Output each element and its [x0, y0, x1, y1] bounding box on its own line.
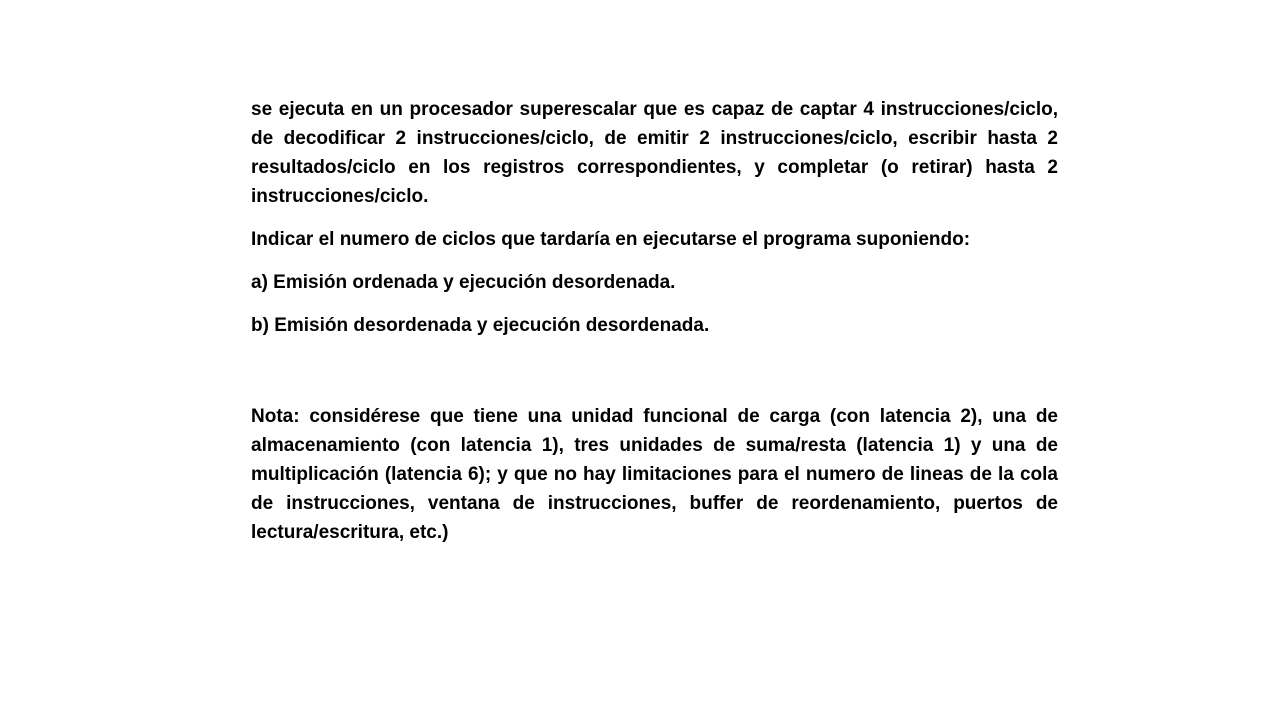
option-a-paragraph: a) Emisión ordenada y ejecución desordenada.: [251, 272, 676, 293]
slide-text-block: [251, 95, 1058, 547]
option-b-paragraph: b) Emisión desordenada y ejecución desordenada.: [251, 315, 710, 336]
intro-paragraph: se ejecuta en un procesador superescalar que es capaz de captar 4 instrucciones/ciclo, de decodificar 2 instrucciones/ciclo, de emitir 2 instrucciones/ciclo, escribir hasta 2 resultados/ciclo en los registros correspondientes, y completar (o retirar) hasta 2 instrucciones/ciclo.: [251, 99, 1058, 207]
note-paragraph: Nota: considérese que tiene una unidad funcional de carga (con latencia 2), una de almacenamiento (con latencia 1), tres unidades de suma/resta (latencia 1) y una de multiplicación (latencia 6); y que no hay limitaciones para el numero de lineas de la cola de instrucciones, ventana de instrucciones, buffer de reordenamiento, puertos de lectura/escritura, etc.): [251, 406, 1058, 543]
instruction-paragraph: Indicar el numero de ciclos que tardaría en ejecutarse el programa suponiendo:: [251, 229, 971, 250]
